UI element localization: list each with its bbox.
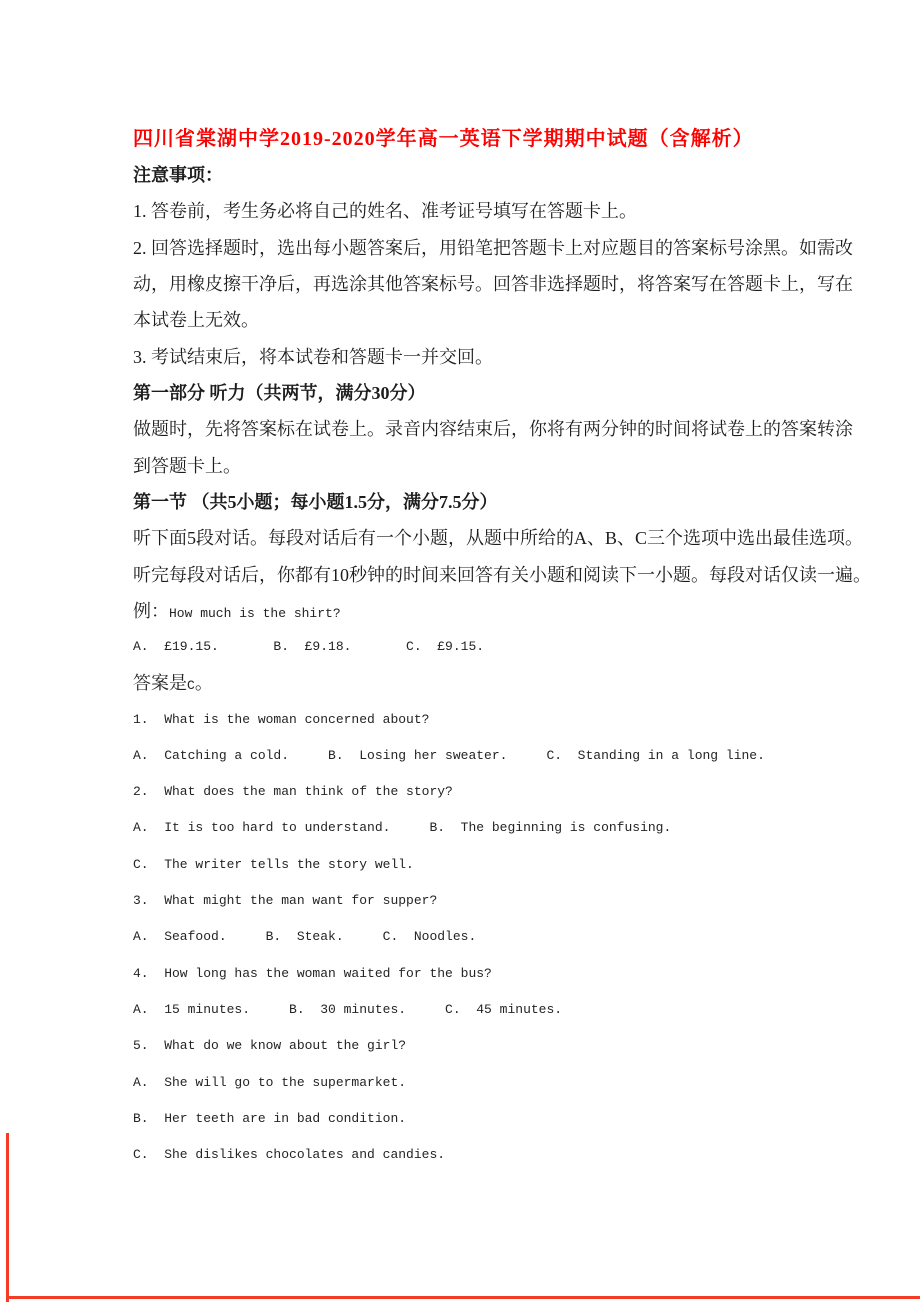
text-line: 3. What might the man want for supper? <box>133 893 438 908</box>
text-line: 4. How long has the woman waited for the bus? <box>133 966 492 981</box>
text-line <box>133 670 213 696</box>
text-line: 第一部分 听力（共两节，满分30分） <box>133 383 426 403</box>
text-line: A. Catching a cold. B. Losing her sweater. C. Standing in a long line. <box>133 748 765 763</box>
text-line: A. 15 minutes. B. 30 minutes. C. 45 minutes. <box>133 1002 563 1017</box>
text-segment: 例： <box>133 601 169 621</box>
text-line: 听完每段对话后，你都有10秒钟的时间来回答有关小题和阅读下一小题。每段对话仅读一遍。 <box>133 565 871 585</box>
text-line: 做题时，先将答案标在试卷上。录音内容结束后，你将有两分钟的时间将试卷上的答案转涂 <box>133 419 853 439</box>
text-line: 1. What is the woman concerned about? <box>133 712 430 727</box>
text-line: 3. 考试结束后，将本试卷和答题卡一并交回。 <box>133 347 493 367</box>
text-line: A. £19.15. B. £9.18. C. £9.15. <box>133 639 485 654</box>
document-title: 四川省棠湖中学2019-2020学年高一英语下学期期中试题（含解析） <box>133 128 754 150</box>
text-line: 5. What do we know about the girl? <box>133 1038 407 1053</box>
text-line: 动，用橡皮擦干净后，再选涂其他答案标号。回答非选择题时，将答案写在答题卡上，写在 <box>133 274 853 294</box>
text-line: 本试卷上无效。 <box>133 310 259 330</box>
text-line: 2. What does the man think of the story? <box>133 784 453 799</box>
text-line: A. It is too hard to understand. B. The beginning is confusing. <box>133 820 672 835</box>
text-line: 到答题卡上。 <box>133 456 241 476</box>
text-line <box>133 598 341 624</box>
text-segment: How much is the shirt? <box>169 606 341 621</box>
red-border-vertical-line <box>6 1133 9 1302</box>
text-line: A. Seafood. B. Steak. C. Noodles. <box>133 929 477 944</box>
text-segment: 。 <box>194 673 213 693</box>
red-border-horizontal-line <box>6 1296 920 1299</box>
text-line: 1. 答卷前，考生务必将自己的姓名、准考证号填写在答题卡上。 <box>133 201 637 221</box>
text-segment: 答案是 <box>133 673 187 693</box>
text-segment: C <box>187 678 195 693</box>
text-line: 注意事项： <box>133 165 223 185</box>
text-line: 2. 回答选择题时，选出每小题答案后，用铅笔把答题卡上对应题目的答案标号涂黑。如需改 <box>133 238 853 258</box>
text-line: B. Her teeth are in bad condition. <box>133 1111 407 1126</box>
text-line: 听下面5段对话。每段对话后有一个小题，从题中所给的A、B、C三个选项中选出最佳选项。 <box>133 528 864 548</box>
text-line: A. She will go to the supermarket. <box>133 1075 407 1090</box>
text-line: C. The writer tells the story well. <box>133 857 414 872</box>
text-line: C. She dislikes chocolates and candies. <box>133 1147 446 1162</box>
text-line: 第一节 （共5小题；每小题1.5分，满分7.5分） <box>133 492 498 512</box>
